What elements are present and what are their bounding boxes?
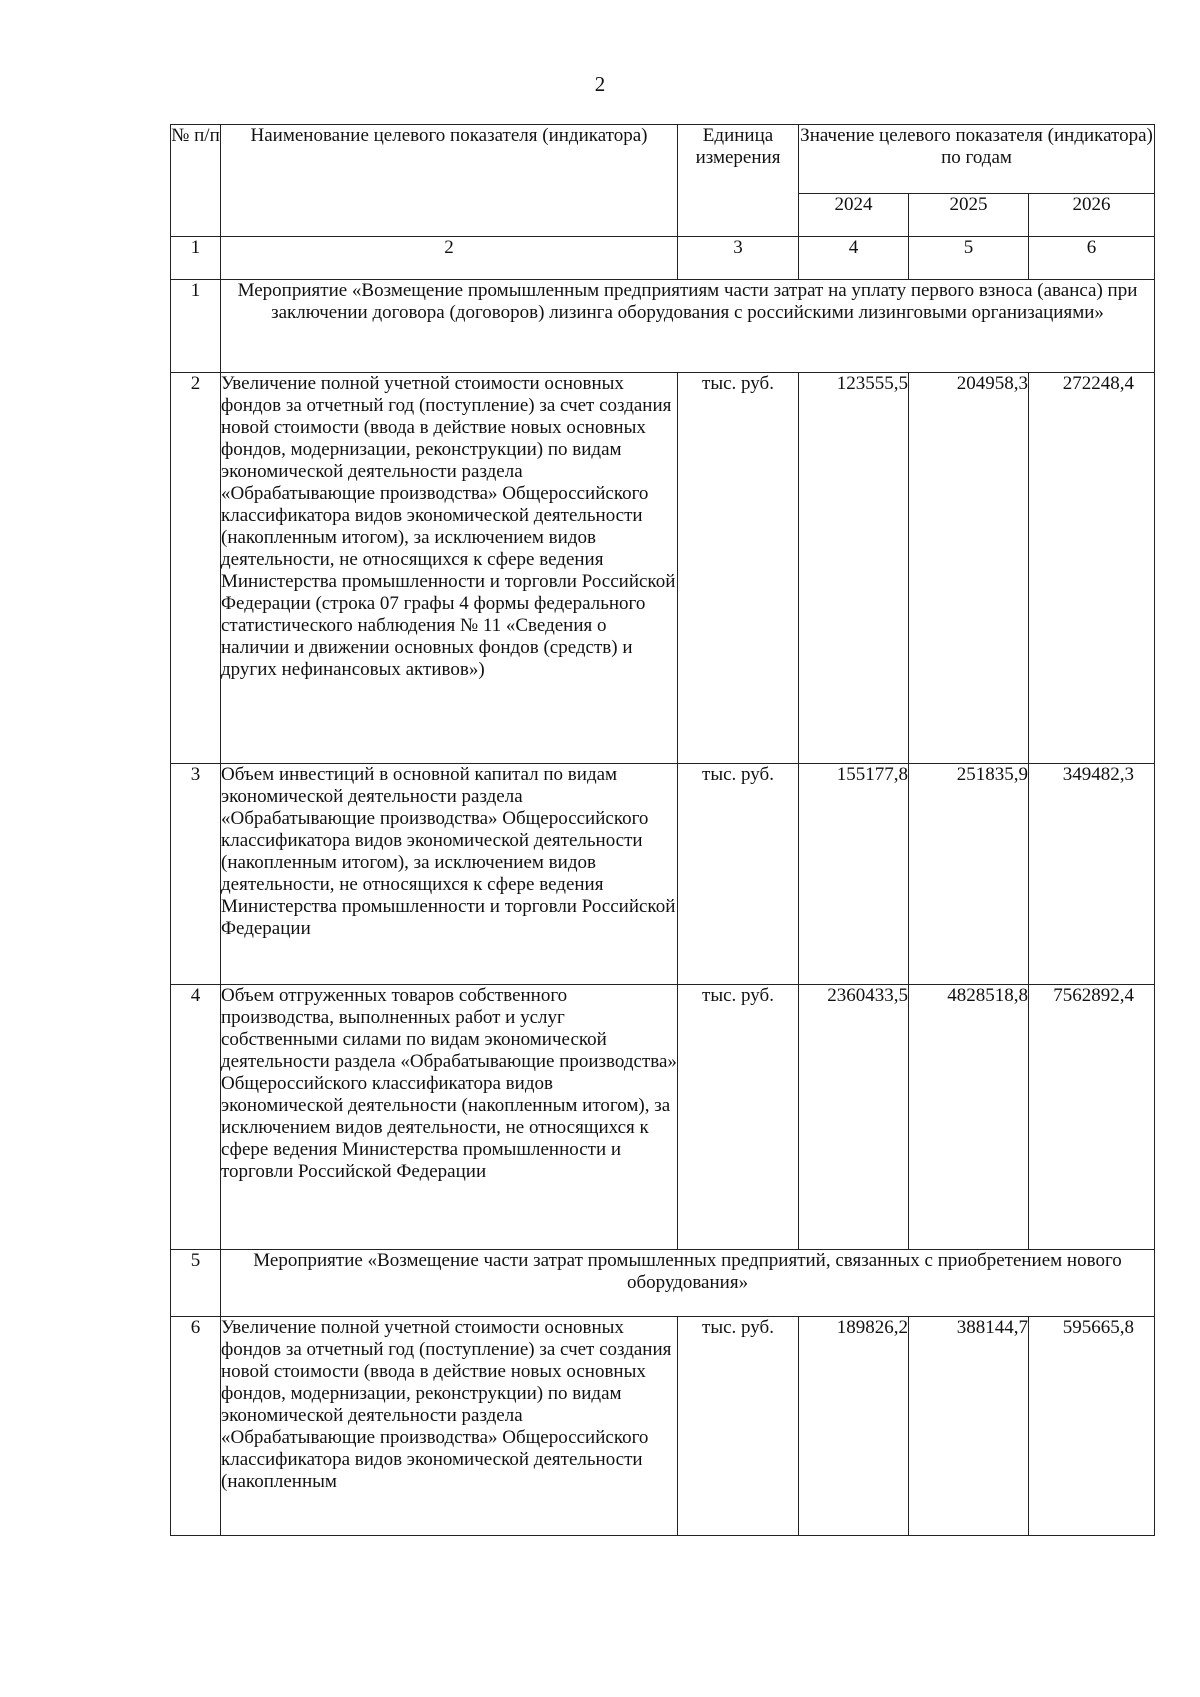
value-2025: 4828518,8 [909, 985, 1029, 1250]
column-number: 5 [909, 237, 1029, 280]
table-row [171, 280, 1155, 373]
indicator-name: Увеличение полной учетной стоимости основных фондов за отчетный год (поступление) за счет создания новой стоимости (ввода в действие новых основных фондов, модернизации, реконструкции) по видам экономической деятельности раздела «Обрабатывающие производства» Общероссийского классификатора видов экономической деятельности (накопленным [221, 1317, 678, 1536]
value-2024: 189826,2 [799, 1317, 909, 1536]
row-number: 6 [171, 1317, 221, 1536]
table-row [171, 373, 1155, 764]
table-row [171, 1250, 1155, 1317]
header-values: Значение целевого показателя (индикатора) по годам [799, 125, 1155, 194]
row-number: 3 [171, 764, 221, 985]
row-number: 5 [171, 1250, 221, 1317]
column-number: 6 [1029, 237, 1155, 280]
value-2025: 388144,7 [909, 1317, 1029, 1536]
table-row [171, 1317, 1155, 1536]
indicator-name: Объем отгруженных товаров собственного производства, выполненных работ и услуг собственными силами по видам экономической деятельности раздела «Обрабатывающие производства» Общероссийского классификатора видов экономической деятельности (накопленным итогом), за исключением видов деятельности, не относящихся к сфере ведения Министерства промышленности и торговли Российской Федерации [221, 985, 678, 1250]
column-number: 3 [678, 237, 799, 280]
header-unit: Единица измерения [678, 125, 799, 237]
column-number: 1 [171, 237, 221, 280]
table-row [171, 985, 1155, 1250]
table-row [171, 764, 1155, 985]
header-year-2025: 2025 [909, 194, 1029, 237]
indicator-unit: тыс. руб. [678, 985, 799, 1250]
column-numbers-row [171, 237, 1155, 280]
indicator-unit: тыс. руб. [678, 1317, 799, 1536]
value-2025: 251835,9 [909, 764, 1029, 985]
indicator-unit: тыс. руб. [678, 373, 799, 764]
indicators-table [170, 124, 1155, 1536]
row-number: 2 [171, 373, 221, 764]
column-number: 4 [799, 237, 909, 280]
header-year-2026: 2026 [1029, 194, 1155, 237]
value-2026: 349482,3 [1029, 764, 1155, 985]
header-year-2024: 2024 [799, 194, 909, 237]
value-2026: 7562892,4 [1029, 985, 1155, 1250]
page-number: 2 [594, 72, 606, 96]
value-2026: 272248,4 [1029, 373, 1155, 764]
value-2024: 155177,8 [799, 764, 909, 985]
row-number: 4 [171, 985, 221, 1250]
header-name: Наименование целевого показателя (индикатора) [221, 125, 678, 237]
indicator-name: Объем инвестиций в основной капитал по видам экономической деятельности раздела «Обрабатывающие производства» Общероссийского классификатора видов экономической деятельности (накопленным итогом), за исключением видов деятельности, не относящихся к сфере ведения Министерства промышленности и торговли Российской Федерации [221, 764, 678, 985]
indicator-name: Увеличение полной учетной стоимости основных фондов за отчетный год (поступление) за счет создания новой стоимости (ввода в действие новых основных фондов, модернизации, реконструкции) по видам экономической деятельности раздела «Обрабатывающие производства» Общероссийского классификатора видов экономической деятельности (накопленным итогом), за исключением видов деятельности, не относящихся к сфере ведения Министерства промышленности и торговли Российской Федерации (строка 07 графы 4 формы федерального статистического наблюдения № 11 «Сведения о наличии и движении основных фондов (средств) и других нефинансовых активов») [221, 373, 678, 764]
column-number: 2 [221, 237, 678, 280]
indicator-unit: тыс. руб. [678, 764, 799, 985]
value-2024: 2360433,5 [799, 985, 909, 1250]
row-number: 1 [171, 280, 221, 373]
event-title: Мероприятие «Возмещение части затрат промышленных предприятий, связанных с приобретением нового оборудования» [221, 1250, 1155, 1317]
value-2026: 595665,8 [1029, 1317, 1155, 1536]
event-title: Мероприятие «Возмещение промышленным предприятиям части затрат на уплату первого взноса (аванса) при заключении договора (договоров) лизинга оборудования с российскими лизинговыми организациями» [221, 280, 1155, 373]
value-2025: 204958,3 [909, 373, 1029, 764]
header-num: № п/п [171, 125, 221, 237]
value-2024: 123555,5 [799, 373, 909, 764]
